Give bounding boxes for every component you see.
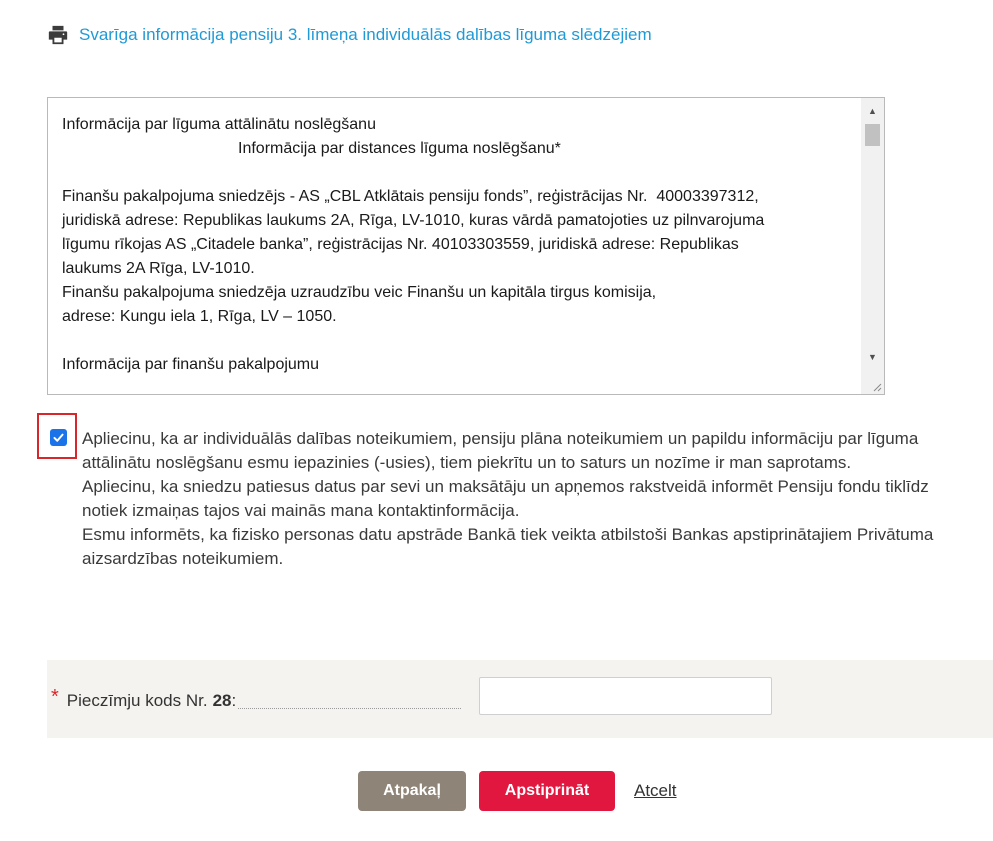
- doc-line: Informācija par finanšu pakalpojumu: [62, 356, 320, 373]
- checkmark-icon: [52, 431, 65, 444]
- consent-paragraph: Apliecinu, ka ar individuālās dalības noteikumiem, pensiju plāna noteikumiem un papildu informāciju par līguma attālinātu noslēgšanu esmu iepazinies (-usies), tiem piekrītu un to saturs un nozīme ir man saprotams.: [82, 429, 919, 472]
- doc-line: Finanšu pakalpojuma sniedzējs - AS „CBL Atklātais pensiju fonds”, reģistrācijas Nr. 40003397312,: [62, 188, 759, 205]
- code-label-text: Pieczīmju kods Nr.: [66, 691, 208, 710]
- code-label: [51, 686, 461, 712]
- scroll-thumb[interactable]: [865, 124, 880, 146]
- printer-icon: [47, 24, 69, 46]
- consent-paragraph: Esmu informēts, ka fizisko personas datu apstrāde Bankā tiek veikta atbilstoši Bankas apstiprinātajiem Privātuma aizsardzības noteikumiem.: [82, 525, 934, 568]
- consent-text: [82, 427, 952, 571]
- print-info-link[interactable]: [47, 24, 652, 46]
- cancel-link[interactable]: Atcelt: [634, 781, 677, 800]
- scroll-down-arrow-icon[interactable]: ▼: [868, 352, 877, 362]
- vertical-scrollbar[interactable]: [861, 98, 884, 394]
- doc-line: līgumu rīkojas AS „Citadele banka”, reģistrācijas Nr. 40103303559, juridiskā adrese: Republikas: [62, 236, 739, 253]
- doc-line: laukums 2A Rīga, LV-1010.: [62, 260, 255, 277]
- scroll-up-arrow-icon[interactable]: ▲: [868, 106, 877, 116]
- doc-line: adrese: Kungu iela 1, Rīga, LV – 1050.: [62, 308, 337, 325]
- doc-line: [62, 161, 858, 185]
- doc-line: [62, 329, 858, 353]
- code-entry-panel: [47, 660, 993, 738]
- resize-grip-icon[interactable]: [870, 380, 882, 392]
- back-button[interactable]: Atpakaļ: [358, 771, 466, 811]
- print-info-label: Svarīga informācija pensiju 3. līmeņa individuālās dalības līguma slēdzējiem: [79, 25, 652, 44]
- consent-checkbox[interactable]: [50, 429, 67, 446]
- confirm-button[interactable]: Apstiprināt: [479, 771, 615, 811]
- doc-line: Informācija par līguma attālinātu noslēgšanu: [62, 116, 376, 133]
- dotted-leader: [238, 707, 461, 709]
- code-number: 28: [212, 691, 232, 710]
- agreement-text: [62, 113, 858, 377]
- code-label-suffix: :: [231, 691, 237, 710]
- doc-line: Finanšu pakalpojuma sniedzēja uzraudzību veic Finanšu un kapitāla tirgus komisija,: [62, 284, 657, 301]
- required-marker: *: [51, 686, 59, 708]
- consent-paragraph: Apliecinu, ka sniedzu patiesus datus par sevi un maksātāju un apņemos rakstveidā informēt Pensiju fondu tiklīdz notiek izmaiņas tajos vai mainās mana kontaktinformācija.: [82, 477, 929, 520]
- doc-line: Informācija par distances līguma noslēgšanu*: [238, 140, 561, 157]
- code-input[interactable]: [479, 677, 772, 715]
- agreement-text-area[interactable]: [47, 97, 885, 395]
- doc-line: juridiskā adrese: Republikas laukums 2A, Rīga, LV-1010, kuras vārdā pamatojoties uz pilnvarojuma: [62, 212, 765, 229]
